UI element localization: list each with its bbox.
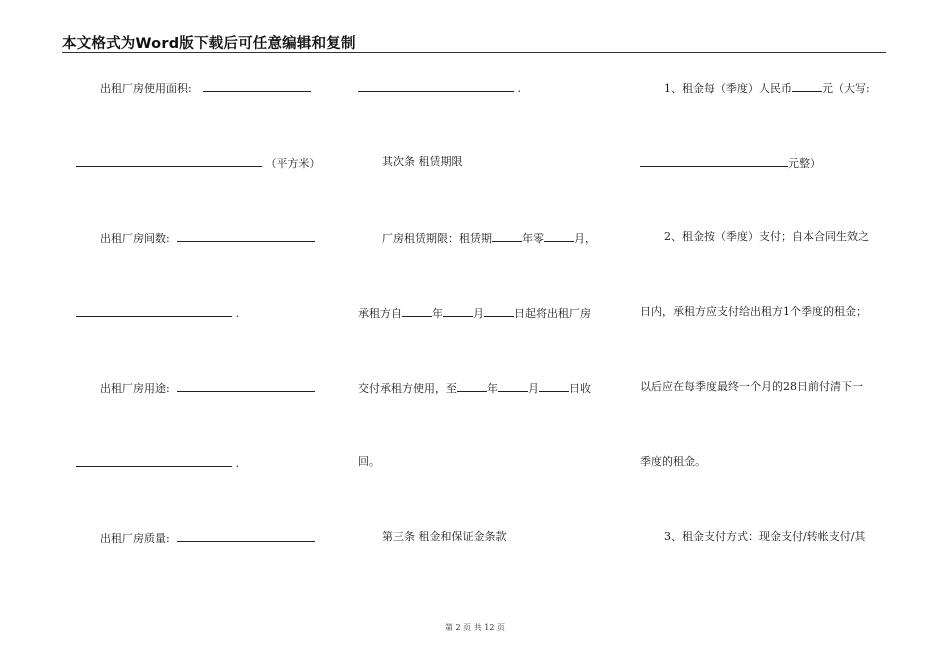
area-row	[100, 80, 311, 96]
start-year-blank	[402, 305, 432, 317]
use-blank	[177, 380, 315, 392]
end-month-blank	[498, 380, 528, 392]
start-day-blank	[484, 305, 514, 317]
term-months-blank	[544, 230, 574, 242]
term-row	[382, 230, 596, 246]
page-footer: 第 2 页 共 12 页	[445, 623, 505, 632]
col2-line1-blank	[358, 80, 514, 92]
start-month-unit: 月	[473, 307, 484, 320]
section2-title: 其次条 租赁期限	[382, 155, 463, 168]
start-month-blank	[443, 305, 473, 317]
start-year-unit: 年	[432, 307, 443, 320]
quality-label: 出租厂房质量:	[100, 532, 170, 545]
area-blank-2	[76, 155, 262, 167]
start-row	[358, 305, 591, 321]
item2-line1: 2、租金按（季度）支付；自本合同生效之	[664, 230, 869, 243]
area-blank	[203, 80, 311, 92]
use-label: 出租厂房用途:	[100, 382, 170, 395]
item2-line2: 日内，承租方应支付给出租方1个季度的租金；	[640, 305, 867, 318]
item1-label: 1、租金每（季度）人民币	[664, 82, 792, 95]
rooms-end: .	[235, 307, 239, 320]
use-cont-row	[76, 455, 239, 471]
page-header-title: 本文格式为Word版下载后可任意编辑和复制	[62, 36, 356, 52]
start-label: 承租方自	[358, 307, 402, 320]
rooms-blank-2	[76, 305, 232, 317]
end-rest: 日收	[569, 382, 591, 395]
end-year-blank	[457, 380, 487, 392]
use-row	[100, 380, 315, 396]
area-label: 出租厂房使用面积:	[100, 82, 192, 95]
item1-unit: 元（大写:	[822, 82, 870, 95]
rooms-label: 出租厂房间数:	[100, 232, 170, 245]
use-end: .	[235, 457, 239, 470]
start-rest: 日起将出租厂房	[514, 307, 591, 320]
item1-words-blank	[640, 155, 788, 167]
item1-end: 元整）	[788, 157, 821, 170]
item1-amount-blank	[792, 80, 822, 92]
use-blank-2	[76, 455, 232, 467]
area-unit: （平方米）	[265, 157, 321, 170]
item3-line1: 3、租金支付方式：现金支付/转帐支付/其	[664, 530, 866, 543]
end-row	[358, 380, 591, 396]
quality-blank	[177, 530, 315, 542]
col2-line1	[358, 80, 521, 96]
area-unit-row	[76, 155, 321, 171]
term-label: 厂房租赁期限：租赁期	[382, 232, 492, 245]
end-day-blank	[539, 380, 569, 392]
term-years-blank	[492, 230, 522, 242]
rooms-row	[100, 230, 315, 246]
quality-row	[100, 530, 315, 546]
end-month-unit: 月	[528, 382, 539, 395]
item2-line4: 季度的租金。	[640, 455, 706, 468]
rooms-cont-row	[76, 305, 239, 321]
item1-row	[664, 80, 870, 96]
term-months-unit: 月，	[574, 232, 596, 245]
section3-title: 第三条 租金和保证金条款	[382, 530, 507, 543]
item2-line3: 以后应在每季度最终一个月的28日前付清下一	[640, 380, 863, 393]
end-year-unit: 年	[487, 382, 498, 395]
end-label: 交付承租方使用，至	[358, 382, 457, 395]
term-years-unit: 年零	[522, 232, 544, 245]
return-row: 回。	[358, 455, 380, 468]
item1-cont-row	[640, 155, 821, 171]
rooms-blank	[177, 230, 315, 242]
col2-line1-end: .	[517, 82, 521, 95]
header-divider	[62, 52, 886, 53]
